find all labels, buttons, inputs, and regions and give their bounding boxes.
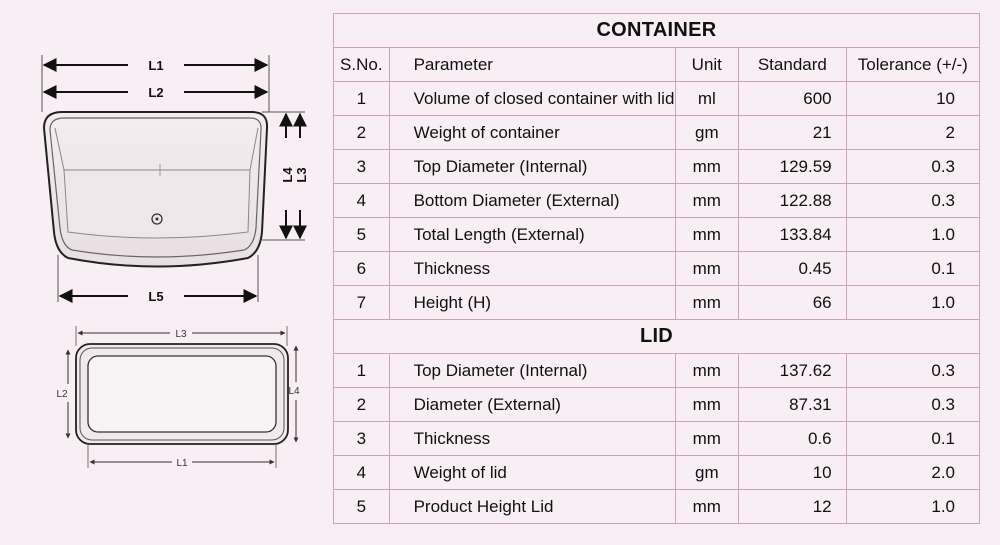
label-l3: L3 (294, 167, 309, 183)
cell-sno: 4 (334, 456, 390, 490)
specification-table (333, 13, 980, 524)
lid-title: LID (334, 320, 980, 354)
top-label-l2: L2 (56, 389, 68, 400)
table-row (334, 218, 980, 252)
cell-unit: mm (675, 422, 739, 456)
table-row (334, 286, 980, 320)
cell-sno: 1 (334, 354, 390, 388)
cell-sno: 5 (334, 490, 390, 524)
cell-parameter: Thickness (389, 252, 675, 286)
label-l5: L5 (148, 289, 164, 304)
cell-tolerance: 2 (846, 116, 979, 150)
header-sno: S.No. (334, 48, 390, 82)
cell-tolerance: 0.3 (846, 354, 979, 388)
container-title: CONTAINER (334, 14, 980, 48)
cell-unit: mm (675, 388, 739, 422)
container-rows (334, 82, 980, 320)
label-l1: L1 (148, 58, 164, 73)
cell-tolerance: 0.3 (846, 388, 979, 422)
cell-unit: mm (675, 286, 739, 320)
cell-standard: 21 (739, 116, 847, 150)
cell-parameter: Total Length (External) (389, 218, 675, 252)
header-unit: Unit (675, 48, 739, 82)
lid-rows (334, 354, 980, 524)
cell-unit: gm (675, 456, 739, 490)
cell-unit: mm (675, 218, 739, 252)
table-row (334, 456, 980, 490)
cell-parameter: Height (H) (389, 286, 675, 320)
cell-standard: 66 (739, 286, 847, 320)
cell-standard: 87.31 (739, 388, 847, 422)
cell-unit: mm (675, 252, 739, 286)
container-top-view (56, 326, 300, 469)
cell-sno: 7 (334, 286, 390, 320)
table-row (334, 490, 980, 524)
cell-standard: 10 (739, 456, 847, 490)
table-row (334, 116, 980, 150)
cell-standard: 133.84 (739, 218, 847, 252)
cell-sno: 4 (334, 184, 390, 218)
cell-standard: 137.62 (739, 354, 847, 388)
header-tolerance: Tolerance (+/-) (846, 48, 979, 82)
cell-unit: mm (675, 354, 739, 388)
cell-tolerance: 10 (846, 82, 979, 116)
container-diagrams (0, 0, 330, 545)
cell-unit: mm (675, 150, 739, 184)
header-standard: Standard (739, 48, 847, 82)
cell-parameter: Diameter (External) (389, 388, 675, 422)
cell-unit: mm (675, 490, 739, 524)
cell-standard: 122.88 (739, 184, 847, 218)
label-l2: L2 (148, 85, 164, 100)
table-row (334, 184, 980, 218)
cell-parameter: Top Diameter (Internal) (389, 354, 675, 388)
cell-tolerance: 2.0 (846, 456, 979, 490)
table-row (334, 82, 980, 116)
label-l4: L4 (280, 167, 295, 183)
cell-standard: 129.59 (739, 150, 847, 184)
cell-unit: ml (675, 82, 739, 116)
cell-sno: 3 (334, 422, 390, 456)
cell-sno: 5 (334, 218, 390, 252)
cell-standard: 12 (739, 490, 847, 524)
column-header-row (334, 48, 980, 82)
cell-parameter: Weight of container (389, 116, 675, 150)
cell-standard: 0.45 (739, 252, 847, 286)
cell-tolerance: 1.0 (846, 218, 979, 252)
lid-section-header (334, 320, 980, 354)
top-label-l3: L3 (175, 329, 187, 340)
top-label-l1: L1 (176, 458, 188, 469)
cell-tolerance: 0.3 (846, 184, 979, 218)
table-row (334, 150, 980, 184)
container-side-view (42, 55, 309, 304)
cell-parameter: Weight of lid (389, 456, 675, 490)
cell-parameter: Top Diameter (Internal) (389, 150, 675, 184)
cell-sno: 6 (334, 252, 390, 286)
cell-tolerance: 1.0 (846, 286, 979, 320)
cell-sno: 2 (334, 116, 390, 150)
cell-tolerance: 1.0 (846, 490, 979, 524)
header-parameter: Parameter (389, 48, 675, 82)
cell-tolerance: 0.3 (846, 150, 979, 184)
cell-parameter: Volume of closed container with lid (389, 82, 675, 116)
top-label-l4: L4 (288, 386, 300, 397)
cell-parameter: Product Height Lid (389, 490, 675, 524)
table-row (334, 354, 980, 388)
cell-parameter: Bottom Diameter (External) (389, 184, 675, 218)
table-row (334, 388, 980, 422)
table-row (334, 422, 980, 456)
cell-unit: mm (675, 184, 739, 218)
cell-sno: 2 (334, 388, 390, 422)
table-row (334, 252, 980, 286)
cell-standard: 600 (739, 82, 847, 116)
cell-unit: gm (675, 116, 739, 150)
container-section-header (334, 14, 980, 48)
cell-tolerance: 0.1 (846, 422, 979, 456)
cell-sno: 1 (334, 82, 390, 116)
cell-sno: 3 (334, 150, 390, 184)
cell-parameter: Thickness (389, 422, 675, 456)
cell-tolerance: 0.1 (846, 252, 979, 286)
cell-standard: 0.6 (739, 422, 847, 456)
